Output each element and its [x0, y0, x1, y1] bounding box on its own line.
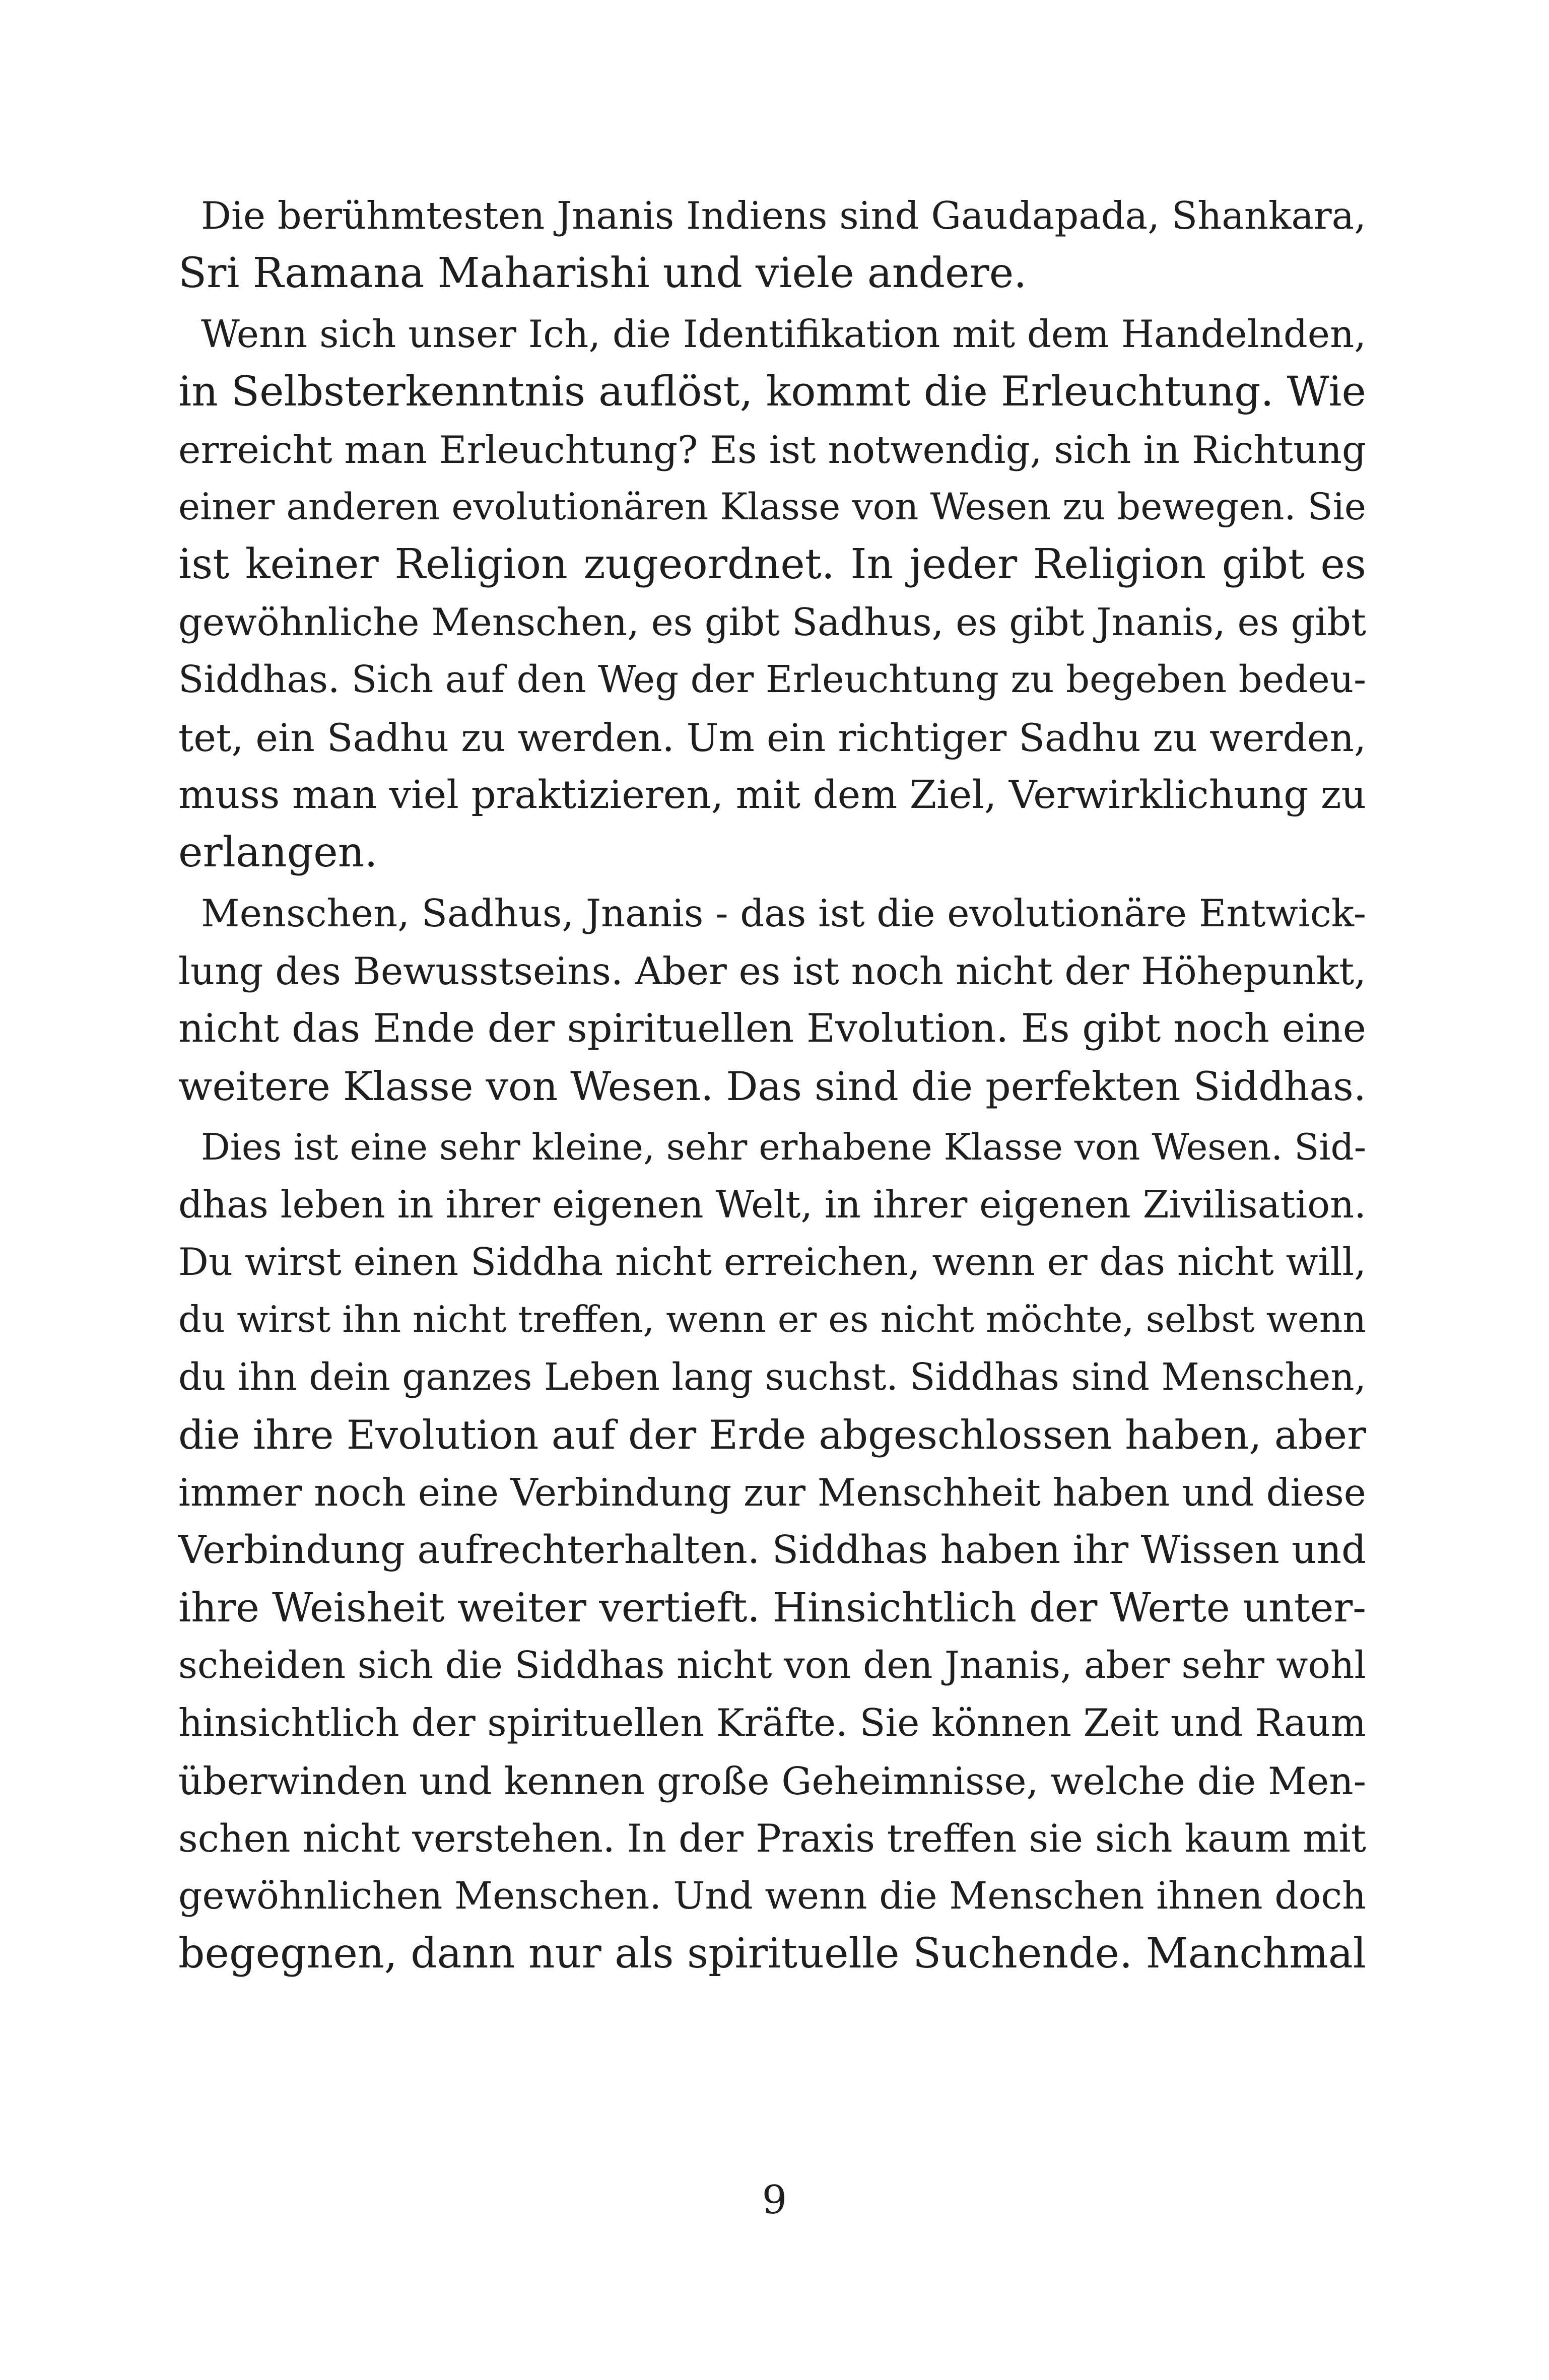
text-line: gewöhnliche Menschen, es gibt Sadhus, es gibt Jnanis, es gibt: [178, 600, 1366, 644]
text-line: dhas leben in ihrer eigenen Welt, in ihrer eigenen Zivilisation.: [178, 1182, 1366, 1227]
text-line: überwinden und kennen große Geheimnisse, welche die Men-: [178, 1758, 1366, 1803]
text-line: erreicht man Erleuchtung? Es ist notwendig, sich in Richtung: [178, 427, 1366, 472]
text-line: scheiden sich die Siddhas nicht von den Jnanis, aber sehr wohl: [178, 1644, 1366, 1687]
text-line: ist keiner Religion zugeordnet. In jeder Religion gibt es: [178, 540, 1366, 589]
text-line: Sri Ramana Maharishi und viele andere.: [178, 249, 1027, 298]
text-line: schen nicht verstehen. In der Praxis treffen sie sich kaum mit: [178, 1816, 1366, 1861]
text-line: Verbindung aufrechterhalten. Siddhas haben ihr Wissen und: [178, 1527, 1366, 1573]
text-line: ihre Weisheit weiter vertieft. Hinsichtlich der Werte unter-: [178, 1585, 1366, 1631]
text-line: immer noch eine Verbindung zur Menschheit haben und diese: [178, 1470, 1366, 1515]
text-line: begegnen, dann nur als spirituelle Suchende. Manchmal: [178, 1929, 1366, 1978]
text-line: Siddhas. Sich auf den Weg der Erleuchtung zu begeben bedeu-: [178, 658, 1366, 702]
text-line: gewöhnlichen Menschen. Und wenn die Menschen ihnen doch: [178, 1874, 1366, 1918]
text-line: Menschen, Sadhus, Jnanis - das ist die evolutionäre Entwick-: [201, 891, 1366, 935]
text-line: Die berühmtesten Jnanis Indiens sind Gaudapada, Shankara,: [201, 194, 1367, 238]
text-line: Dies ist eine sehr kleine, sehr erhabene Klasse von Wesen. Sid-: [201, 1126, 1367, 1169]
text-line: lung des Bewusstseins. Aber es ist noch nicht der Höhepunkt,: [178, 949, 1366, 994]
text-line: muss man viel praktizieren, mit dem Ziel, Verwirklichung zu: [178, 772, 1366, 818]
text-line: die ihre Evolution auf der Erde abgeschlossen haben, aber: [178, 1412, 1366, 1459]
text-line: erlangen.: [178, 829, 378, 877]
text-line: Du wirst einen Siddha nicht erreichen, wenn er das nicht will,: [178, 1240, 1366, 1284]
text-line: einer anderen evolutionären Klasse von Wesen zu bewegen. Sie: [178, 485, 1366, 528]
text-line: in Selbsterkenntnis auflöst, kommt die Erleuchtung. Wie: [178, 368, 1366, 416]
text-line: hinsichtlich der spirituellen Kräfte. Sie können Zeit und Raum: [178, 1701, 1366, 1745]
text-line: du ihn dein ganzes Leben lang suchst. Siddhas sind Menschen,: [178, 1355, 1366, 1399]
page-number: 9: [762, 2178, 787, 2223]
text-line: tet, ein Sadhu zu werden. Um ein richtiger Sadhu zu werden,: [178, 715, 1366, 760]
text-line: weitere Klasse von Wesen. Das sind die perfekten Siddhas.: [178, 1063, 1366, 1110]
text-line: Wenn sich unser Ich, die Identifikation mit dem Handelnden,: [201, 312, 1366, 356]
body-text: [178, 187, 1366, 1983]
text-line: nicht das Ende der spirituellen Evolution. Es gibt noch eine: [178, 1006, 1366, 1052]
text-line: du wirst ihn nicht treffen, wenn er es nicht möchte, selbst wenn: [178, 1299, 1367, 1341]
